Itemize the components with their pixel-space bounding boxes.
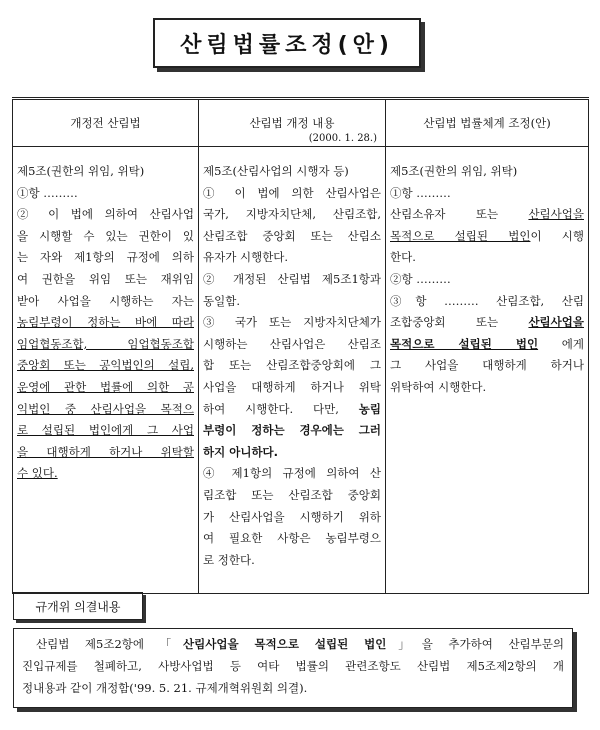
cell-revision-content	[199, 147, 386, 594]
text-line: 제5조(권한의 위임, 위탁)	[390, 164, 518, 178]
text-line: 받아 사업을 시행하는 자는	[17, 293, 194, 308]
text-line: ② 이 법에 의하여 산림사업	[17, 207, 194, 222]
bold-segment: 산림사업을 목적으로 설립된 법인	[183, 637, 387, 651]
underlined-line: 임업협동조합, 임업협동조합	[17, 336, 194, 351]
text-line: 그 사업을 대행하게 하거나	[390, 358, 584, 373]
text-line: 시행하는 산림사업은 산림조	[203, 336, 381, 351]
text-line: ③ 국가 또는 지방자치단체가	[203, 315, 381, 330]
bold-underlined-segment: 목적으로 설립된 법인	[390, 336, 539, 351]
text-segment: 」을 추가하여 산림부문의	[386, 637, 564, 651]
header-revision-label: 산림법 개정 내용	[249, 116, 335, 130]
text-line: 제5조(권한의 위임, 위탁)	[17, 164, 145, 178]
text-segment: 에게	[538, 336, 584, 351]
underlined-line: 로 설립된 법인에게 그 사업	[17, 423, 194, 438]
underlined-segment: 목적으로 설립된 법인	[390, 228, 531, 243]
header-adjustment-proposal	[386, 99, 589, 147]
text-line: ①항 ………	[17, 185, 78, 200]
document-title: 산림법률조정(안)	[153, 18, 421, 68]
text-line: 정내용과 같이 개정함('99. 5. 21. 규제개혁위원회 의결).	[22, 681, 308, 695]
text-line: 가 산림사업을 시행하기 위하	[203, 509, 381, 524]
bold-segment: 농림	[358, 401, 381, 416]
table-header-row	[13, 99, 589, 147]
text-line: ①항 ………	[390, 185, 451, 200]
text-line	[390, 312, 584, 334]
text-line	[390, 226, 584, 248]
text-line	[390, 204, 584, 226]
header-before-label: 개정전 산림법	[70, 116, 141, 130]
underlined-line: 농림부령이 정하는 바에 따라	[17, 315, 194, 330]
text-line: ④ 제1항의 규정에 의하여 산	[203, 466, 381, 481]
header-revision-date: (2000. 1. 28.)	[308, 133, 377, 144]
underlined-segment: 산림사업을	[528, 207, 584, 222]
text-segment: 산림법 제5조2항에 「	[36, 637, 184, 651]
text-line: 는 자와 제1항의 규정에 의하	[17, 250, 194, 265]
text-line: ③항 ……… 산림조합, 산림	[390, 293, 584, 308]
text-line: 여 필요한 사항은 농림부령으	[203, 531, 381, 546]
text-segment: 산림소유자 또는	[390, 207, 529, 222]
section-label: 규개위 의결내용	[13, 592, 143, 620]
header-revision-content	[199, 99, 386, 147]
text-line: 로 정한다.	[203, 552, 255, 567]
text-line: 사업을 대행하게 하거나 위탁	[203, 379, 381, 394]
text-line	[22, 633, 564, 655]
underlined-line: 수 있다.	[17, 466, 58, 481]
text-line: 위탁하여 시행한다.	[390, 379, 487, 394]
text-line	[203, 399, 381, 421]
text-line	[390, 334, 584, 356]
cell-adjustment-proposal	[386, 147, 589, 594]
cell-before-revision	[13, 147, 199, 594]
text-line: 을 시행할 수 있는 권한이 있	[17, 228, 194, 243]
text-segment: 조합중앙회 또는	[390, 315, 529, 330]
text-line: ② 개정된 산림법 제5조1항과	[203, 271, 381, 286]
underlined-line: 을 대행하게 하거나 위탁할	[17, 444, 194, 459]
table-body-row	[13, 147, 589, 594]
text-segment: 이 시행	[530, 228, 584, 243]
resolution-box	[13, 628, 573, 708]
underlined-line: 운영에 관한 법률에 의한 공	[17, 379, 194, 394]
header-adjustment-label: 산림법 법률체계 조정(안)	[423, 116, 551, 130]
text-line: 동일함.	[203, 293, 240, 308]
bold-underlined-segment: 산림사업을	[528, 315, 584, 330]
text-line: 여 권한을 위임 또는 재위임	[17, 271, 194, 286]
text-line: ① 이 법에 의한 산림사업은	[203, 185, 381, 200]
bold-line: 하지 아니하다.	[203, 444, 279, 459]
header-before-revision	[13, 99, 199, 147]
text-line: 국가, 지방자치단체, 산림조합,	[203, 207, 381, 222]
underlined-line: 익법인 중 산림사업을 목적으	[17, 401, 194, 416]
text-line: 산림조합 중앙회 또는 산림소	[203, 228, 381, 243]
comparison-table	[12, 97, 589, 594]
text-segment: 하여 시행한다. 다만,	[203, 401, 359, 416]
text-line: 진입규제를 철폐하고, 사방사업법 등 여타 법률의 관련조항도 산림법 제5조제2항의 개	[22, 659, 564, 673]
text-line: ②항 ………	[390, 271, 451, 286]
text-line: 합 또는 산림조합중앙회에 그	[203, 358, 381, 373]
underlined-line: 중앙회 또는 공익법인의 설립,	[17, 358, 194, 373]
text-line: 한다.	[390, 250, 416, 265]
text-line: 유자가 시행한다.	[203, 250, 289, 265]
text-line: 림조합 또는 산림조합 중앙회	[203, 487, 381, 502]
text-line: 제5조(산림사업의 시행자 등)	[203, 164, 349, 178]
bold-line: 부령이 정하는 경우에는 그러	[203, 423, 381, 438]
